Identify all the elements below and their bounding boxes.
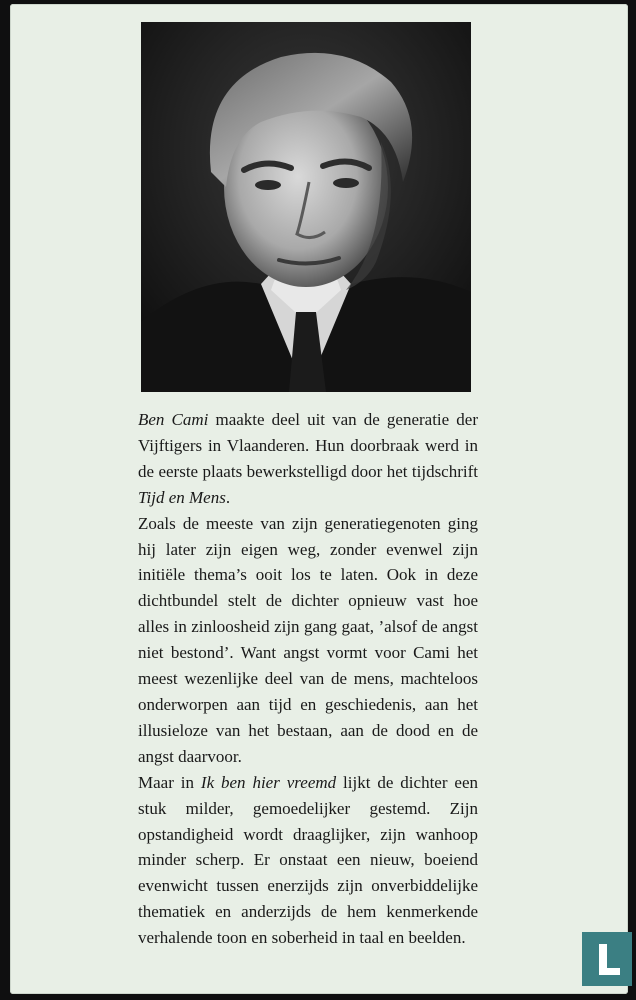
blurb-text xyxy=(138,407,478,951)
blurb-paragraph-1: Ben Cami maakte deel uit van de generatie der Vijftigers in Vlaanderen. Hun doorbraak werd in de eerste plaats bewerkstelligd door het tijdschrift Tijd en Mens. xyxy=(138,410,478,507)
journal-title: Tijd en Mens xyxy=(138,487,226,507)
book-title: Ik ben hier vreemd xyxy=(200,772,337,792)
blurb-paragraph-3: Maar in Ik ben hier vreemd lijkt de dichter een stuk milder, gemoedelijker gestemd. Zijn opstandigheid wordt draaglijker, zijn wanhoop minder scherp. Er onstaat een nieuw, boeiend evenwicht tussen enerzijds zijn onverbiddelijke thematiek en anderzijds de hem kenmerkende verhalende toon en soberheid in taal en beelden. xyxy=(138,772,478,948)
book-back-cover xyxy=(10,4,628,994)
portrait-illustration xyxy=(141,22,471,392)
library-logo-icon xyxy=(582,932,636,986)
author-portrait-photo xyxy=(141,22,471,392)
blurb-paragraph-2: Zoals de meeste van zijn generatiegenoten ging hij later zijn eigen weg, zonder evenwel zijn initiële thema’s ooit los te laten. Ook in deze dichtbundel stelt de dichter opnieuw vast hoe alles in zinloosheid zijn gang gaat, ’alsof de angst niet bestond’. Want angst vormt voor Cami het meest wezenlijke deel van de mens, machteloos onderworpen aan tijd en geschiedenis, aan het illusieloze van het bestaan, aan de dood en de angst daarvoor. xyxy=(138,513,478,766)
author-name: Ben Cami xyxy=(138,410,209,429)
